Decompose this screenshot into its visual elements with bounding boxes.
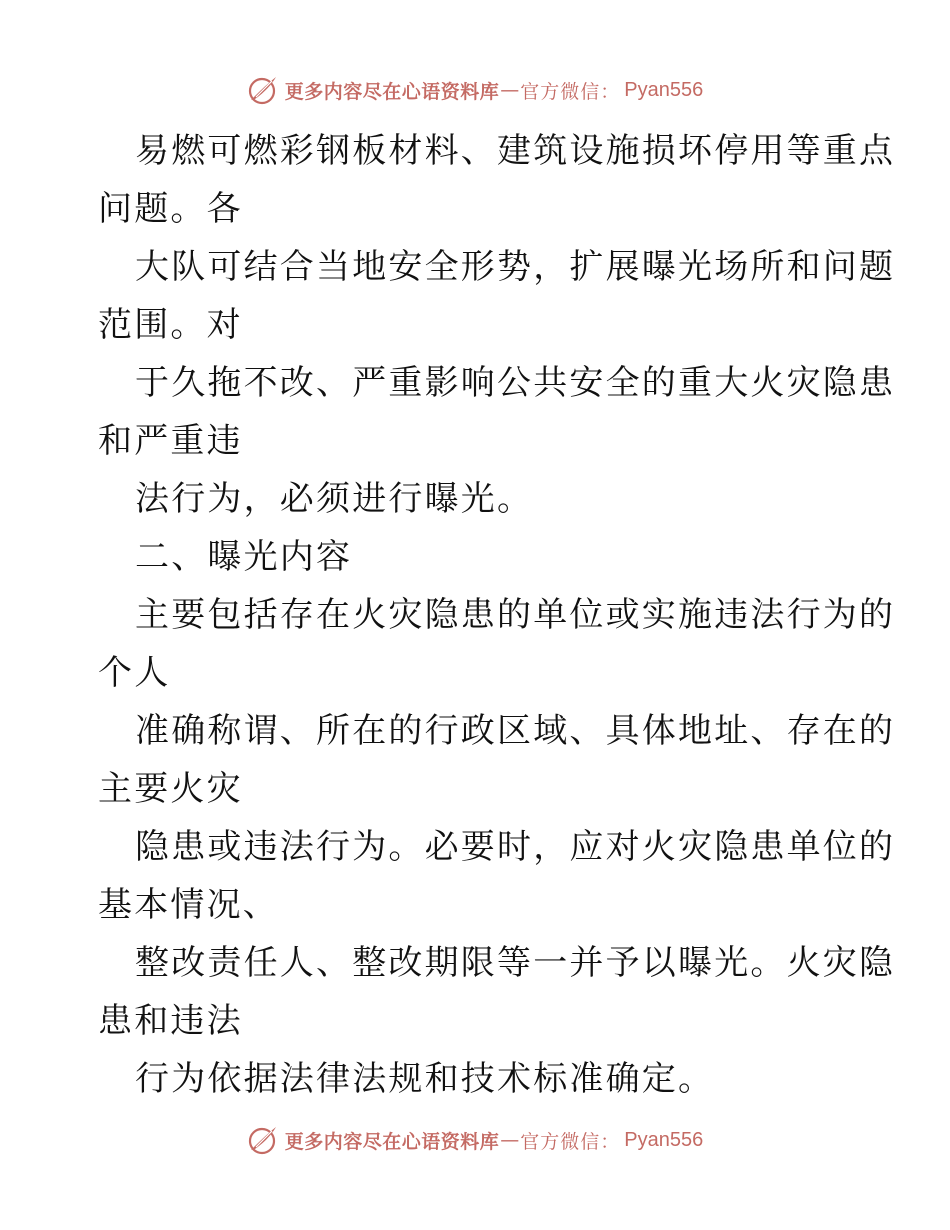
paragraph-line: 整改责任人、整改期限等一并予以曝光。火灾隐 — [135, 943, 896, 983]
paragraph-line: 主要包括存在火灾隐患的单位或实施违法行为的 — [135, 595, 896, 635]
paragraph — [98, 470, 858, 528]
paragraph — [98, 586, 896, 702]
paragraph-line-wrap: 基本情况、 — [98, 885, 279, 925]
paragraph-line: 法行为，必须进行曝光。 — [135, 479, 534, 519]
paragraph — [98, 354, 896, 470]
paragraph-line-wrap: 范围。对 — [98, 305, 243, 345]
paragraph-line-wrap: 主要火灾 — [98, 769, 243, 809]
footer-watermark — [0, 1120, 950, 1160]
paragraph-line-wrap: 和严重违 — [98, 421, 243, 461]
paragraph-line: 大队可结合当地安全形势，扩展曝光场所和问题 — [135, 247, 896, 287]
paragraph-line-wrap: 患和违法 — [98, 1001, 243, 1041]
watermark-brand-text: 更多内容尽在心语资料库 — [284, 80, 500, 103]
document-body — [98, 122, 896, 1108]
paragraph-line: 行为依据法律法规和技术标准确定。 — [135, 1059, 715, 1099]
header-watermark — [0, 70, 950, 110]
watermark-brand-text: 更多内容尽在心语资料库 — [284, 1130, 500, 1153]
paragraph — [98, 934, 896, 1050]
paragraph — [98, 238, 896, 354]
paragraph-line: 准确称谓、所在的行政区域、具体地址、存在的 — [135, 711, 896, 751]
paragraph-line: 易燃可燃彩钢板材料、建筑设施损坏停用等重点 — [135, 131, 896, 171]
watermark-separator: — — [500, 1129, 520, 1151]
watermark-wechat-id: Pyan556 — [624, 78, 704, 101]
section-heading-text: 二、曝光内容 — [135, 537, 353, 577]
watermark-wechat-label: 官方微信： — [520, 1130, 621, 1153]
watermark-wechat-id: Pyan556 — [624, 1128, 704, 1151]
paragraph-line-wrap: 问题。各 — [98, 189, 243, 229]
paragraph — [98, 122, 896, 238]
paragraph — [98, 818, 896, 934]
feather-pen-logo-icon — [247, 74, 279, 106]
watermark-wechat-label: 官方微信： — [520, 80, 621, 103]
paragraph — [98, 702, 896, 818]
paragraph — [98, 1050, 858, 1108]
paragraph-line-wrap: 个人 — [98, 653, 171, 693]
section-heading — [98, 528, 858, 586]
paragraph-line: 隐患或违法行为。必要时，应对火灾隐患单位的 — [135, 827, 896, 867]
feather-pen-logo-icon — [247, 1124, 279, 1156]
watermark-separator: — — [500, 79, 520, 101]
paragraph-line: 于久拖不改、严重影响公共安全的重大火灾隐患 — [135, 363, 896, 403]
